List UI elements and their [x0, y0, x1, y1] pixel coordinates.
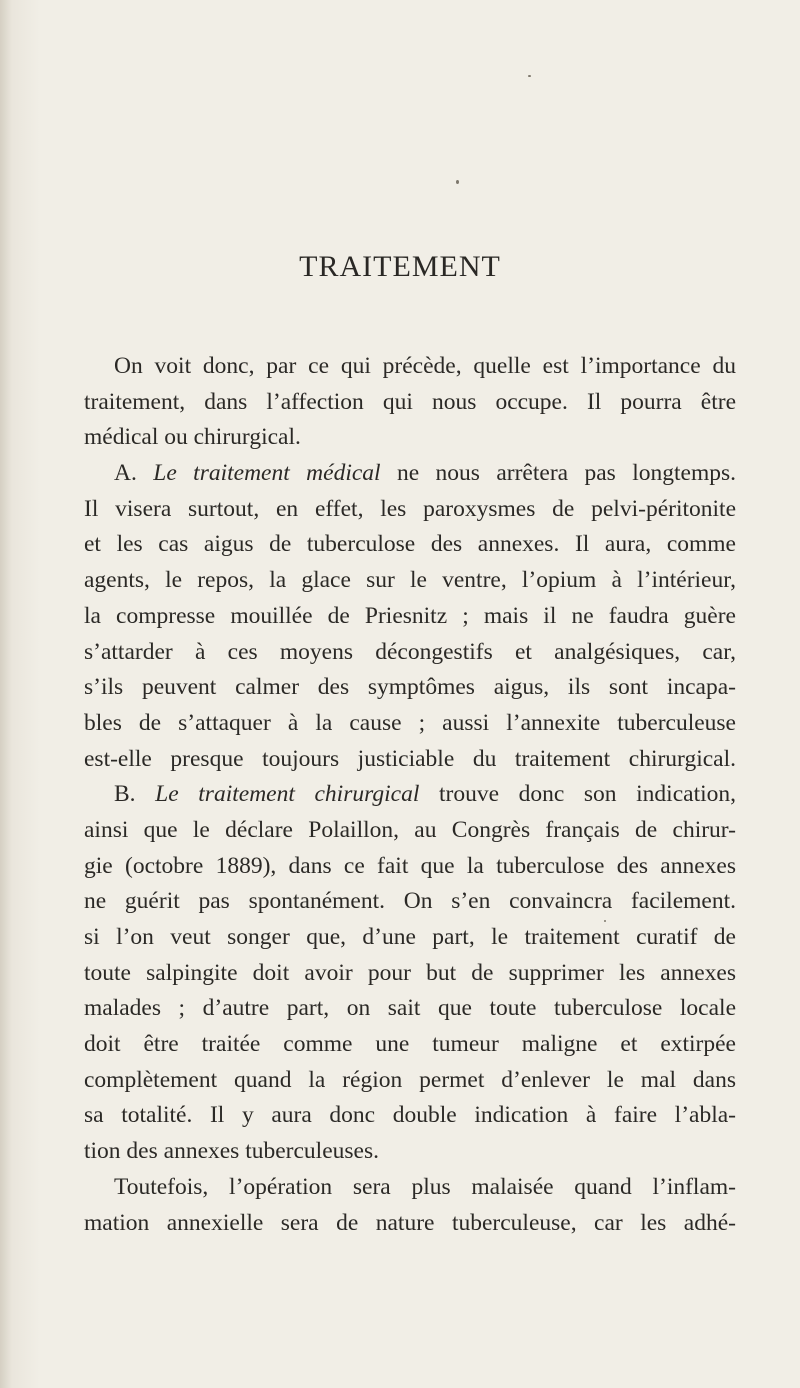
text-line: s’attarder à ces moyens décongestifs et analgésiques, car, — [84, 638, 736, 665]
text-line: malades ; d’autre part, on sait que toute tuberculose locale — [84, 995, 736, 1022]
ink-speck — [528, 75, 531, 77]
text-line: sa totalité. Il y aura donc double indication à faire l’abla- — [84, 1102, 736, 1129]
chapter-title: TRAITEMENT — [299, 250, 501, 283]
text-line: mation annexielle sera de nature tuberculeuse, car les adhé- — [84, 1209, 736, 1236]
text-line: ainsi que le déclare Polaillon, au Congrès français de chirur- — [84, 816, 736, 843]
text-line: s’ils peuvent calmer des symptômes aigus, ils sont incapa- — [84, 674, 736, 701]
text-line: bles de s’attaquer à la cause ; aussi l’annexite tuberculeuse — [84, 709, 736, 736]
section-heading: Le traitement médical — [153, 460, 381, 487]
section-letter: B. — [114, 781, 156, 808]
text-line: et les cas aigus de tuberculose des annexes. Il aura, comme — [84, 531, 736, 558]
text-line: si l’on veut songer que, d’une part, le traitement curatif de — [84, 924, 736, 950]
ink-speck — [456, 180, 459, 184]
text-line: toute salpingite doit avoir pour but de supprimer les annexes — [84, 959, 736, 986]
text-line: doit être traitée comme une tumeur maligne et extirpée — [84, 1031, 736, 1058]
text-line: tion des annexes tuberculeuses. — [84, 1138, 379, 1165]
text-line — [84, 456, 736, 492]
section-text: trouve donc son indication, — [419, 781, 737, 808]
text-line: ne guérit pas spontanément. On s’en convaincra facilement. — [84, 888, 736, 915]
text-line: Il visera surtout, en effet, les paroxysmes de pelvi-péritonite — [84, 495, 736, 522]
text-line: On voit donc, par ce qui précède, quelle est l’importance du — [114, 353, 736, 379]
text-line: agents, le repos, la glace sur le ventre, l’opium à l’intérieur, — [84, 567, 736, 594]
section-letter: A. — [114, 460, 154, 487]
text-line: médical ou chirurgical. — [84, 424, 301, 451]
text-line — [84, 777, 736, 813]
text-line: traitement, dans l’affection qui nous occupe. Il pourra être — [84, 388, 736, 415]
section-heading: Le traitement chirurgical — [155, 781, 420, 808]
text-line: la compresse mouillée de Priesnitz ; mais il ne faudra guère — [84, 602, 736, 629]
text-line: Toutefois, l’opération sera plus malaisée quand l’inflam- — [114, 1173, 736, 1200]
text-line: complètement quand la région permet d’enlever le mal dans — [84, 1066, 736, 1093]
body-text — [84, 349, 736, 1241]
section-text: ne nous arrêtera pas longtemps. — [380, 460, 737, 487]
text-line: gie (octobre 1889), dans ce fait que la tuberculose des annexes — [84, 852, 736, 879]
text-line: est-elle presque toujours justiciable du traitement chirurgical. — [84, 745, 736, 772]
